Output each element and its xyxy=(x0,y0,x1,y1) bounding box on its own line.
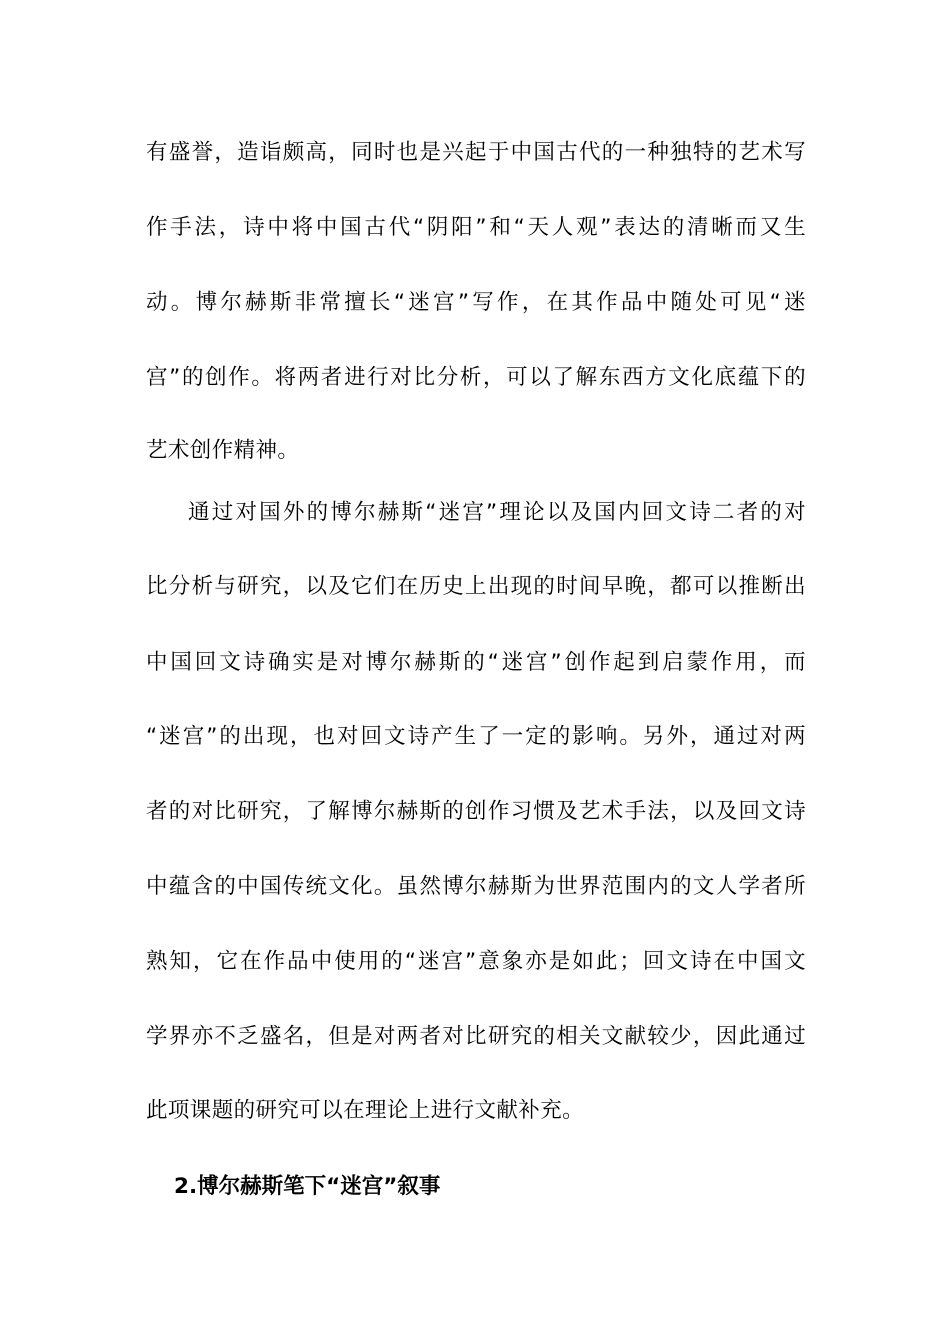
paragraph-2-line-3: 中国回文诗确实是对博尔赫斯的“迷宫”创作起到启蒙作用，而 xyxy=(146,650,806,675)
paragraph-2-line-9: 此项课题的研究可以在理论上进行文献补充。 xyxy=(146,1098,585,1123)
paragraph-2-line-1: 通过对国外的博尔赫斯“迷宫”理论以及国内回文诗二者的对 xyxy=(188,500,806,525)
section-heading: 2.博尔赫斯笔下“迷宫”叙事 xyxy=(174,1174,441,1199)
paragraph-2-line-8: 学界亦不乏盛名，但是对两者对比研究的相关文献较少，因此通过 xyxy=(146,1024,806,1049)
paragraph-1-line-4: 宫”的创作。将两者进行对比分析，可以了解东西方文化底蕴下的 xyxy=(146,365,806,390)
paragraph-1-line-1: 有盛誉，造诣颇高，同时也是兴起于中国古代的一种独特的艺术写 xyxy=(146,140,806,165)
paragraph-2-line-2: 比分析与研究，以及它们在历史上出现的时间早晚，都可以推断出 xyxy=(146,574,806,599)
paragraph-1-line-2: 作手法，诗中将中国古代“阴阳”和“天人观”表达的清晰而又生 xyxy=(146,215,806,240)
paragraph-2-line-4: “迷宫”的出现，也对回文诗产生了一定的影响。另外，通过对两 xyxy=(146,724,806,749)
paragraph-2-line-7: 熟知，它在作品中使用的“迷宫”意象亦是如此；回文诗在中国文 xyxy=(146,949,806,974)
paragraph-2-line-6: 中蕴含的中国传统文化。虽然博尔赫斯为世界范围内的文人学者所 xyxy=(146,874,806,899)
paragraph-1-line-3: 动。博尔赫斯非常擅长“迷宫”写作，在其作品中随处可见“迷 xyxy=(146,290,806,315)
paragraph-2-line-5: 者的对比研究，了解博尔赫斯的创作习惯及艺术手法，以及回文诗 xyxy=(146,799,806,824)
paragraph-1-line-5: 艺术创作精神。 xyxy=(146,438,300,463)
